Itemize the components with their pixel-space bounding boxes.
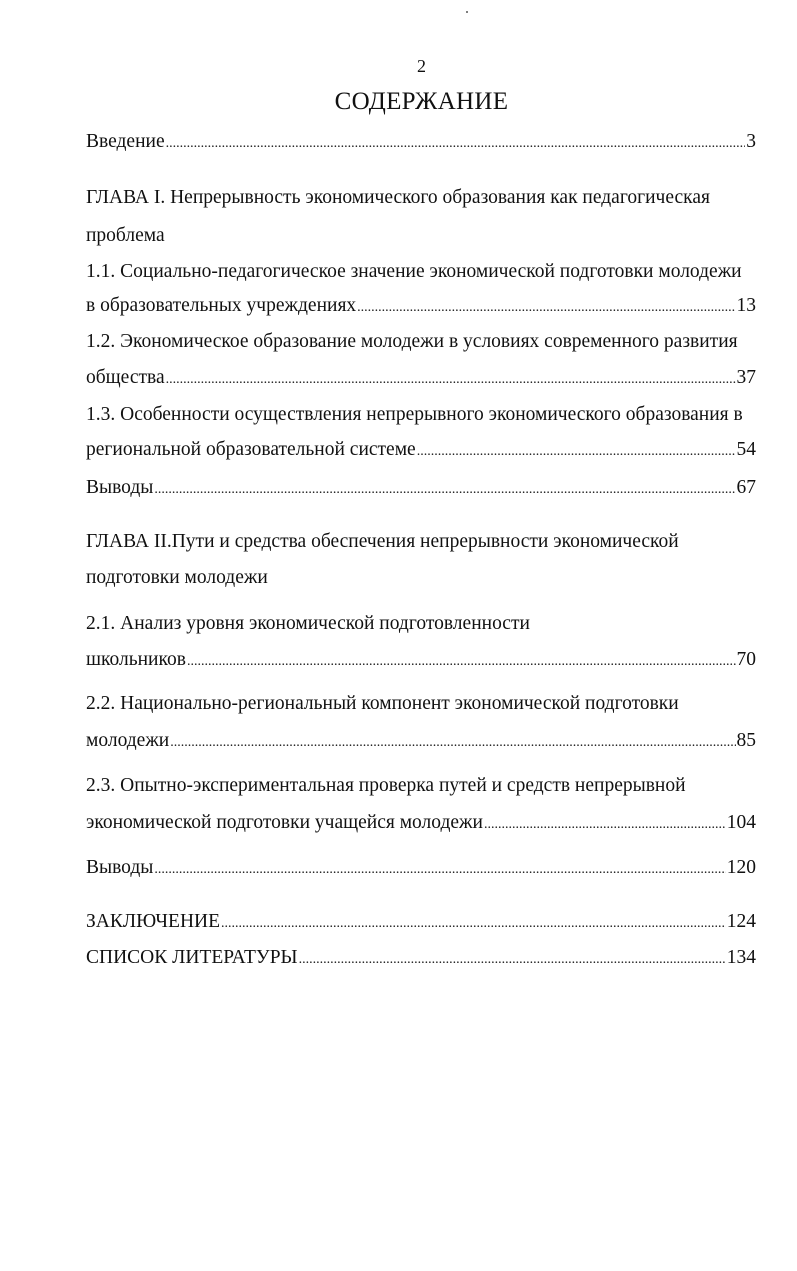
toc-page-number: 70 — [736, 649, 756, 670]
toc-entry-label: молодежи — [86, 730, 170, 751]
toc-entry-2-1 — [86, 648, 756, 674]
leader-dots — [154, 478, 735, 502]
toc-entry-2-3 — [86, 811, 756, 837]
toc-section-2-1-line1: 2.1. Анализ уровня экономической подготовленности — [86, 613, 530, 634]
toc-entry-label: ЗАКЛЮЧЕНИЕ — [86, 911, 221, 932]
leader-dots — [166, 132, 746, 156]
toc-section-1-1-line1: 1.1. Социально-педагогическое значение экономической подготовки молодежи — [86, 261, 742, 282]
toc-entry-label: школьников — [86, 649, 186, 670]
toc-section-2-2-line1: 2.2. Национально-региональный компонент экономической подготовки — [86, 693, 679, 714]
page-title: СОДЕРЖАНИЕ — [334, 88, 509, 115]
toc-page-number: 67 — [736, 477, 756, 498]
leader-dots — [357, 296, 735, 320]
toc-entry-label: Выводы — [86, 857, 154, 878]
toc-entry-chapter-1-conclusions — [86, 476, 756, 502]
chapter-2-heading-line1: ГЛАВА II.Пути и средства обеспечения непрерывности экономической — [86, 531, 679, 552]
toc-entry-label: СПИСОК ЛИТЕРАТУРЫ — [86, 947, 298, 968]
toc-page-number: 104 — [726, 812, 756, 833]
toc-section-1-3-line1: 1.3. Особенности осуществления непрерывного экономического образования в — [86, 404, 743, 425]
toc-entry-chapter-2-conclusions — [86, 856, 756, 882]
toc-page-number: 124 — [726, 911, 756, 932]
toc-entry-label: Выводы — [86, 477, 154, 498]
toc-page-number: 3 — [746, 131, 756, 152]
toc-page-number: 134 — [726, 947, 756, 968]
toc-page-number: 120 — [726, 857, 756, 878]
scan-speck — [466, 11, 468, 13]
toc-section-1-2-line1: 1.2. Экономическое образование молодежи в условиях современного развития — [86, 331, 738, 352]
leader-dots — [417, 440, 736, 464]
toc-entry-label: в образовательных учреждениях — [86, 295, 357, 316]
chapter-1-heading-line2: проблема — [86, 225, 165, 246]
toc-entry-1-2 — [86, 366, 756, 392]
toc-page-number: 85 — [736, 730, 756, 751]
leader-dots — [170, 731, 735, 755]
toc-entry-label: общества — [86, 367, 165, 388]
chapter-1-heading-line1: ГЛАВА I. Непрерывность экономического образования как педагогическая — [86, 187, 710, 208]
leader-dots — [166, 368, 736, 392]
toc-page-number: 54 — [736, 439, 756, 460]
leader-dots — [154, 858, 725, 882]
toc-entry-conclusion — [86, 910, 756, 936]
toc-page-number: 37 — [736, 367, 756, 388]
toc-entry-label: Введение — [86, 131, 165, 152]
toc-entry-1-1 — [86, 294, 756, 320]
leader-dots — [221, 912, 726, 936]
toc-entry-1-3 — [86, 438, 756, 464]
toc-entry-references — [86, 946, 756, 972]
toc-page-number: 13 — [736, 295, 756, 316]
chapter-2-heading-line2: подготовки молодежи — [86, 567, 268, 588]
leader-dots — [187, 650, 736, 674]
leader-dots — [299, 948, 726, 972]
leader-dots — [484, 813, 726, 837]
toc-section-2-3-line1: 2.3. Опытно-экспериментальная проверка путей и средств непрерывной — [86, 775, 686, 796]
toc-entry-2-2 — [86, 729, 756, 755]
toc-entry-intro — [86, 130, 756, 156]
page-number: 2 — [417, 56, 426, 76]
toc-entry-label: экономической подготовки учащейся молодежи — [86, 812, 483, 833]
toc-entry-label: региональной образовательной системе — [86, 439, 416, 460]
